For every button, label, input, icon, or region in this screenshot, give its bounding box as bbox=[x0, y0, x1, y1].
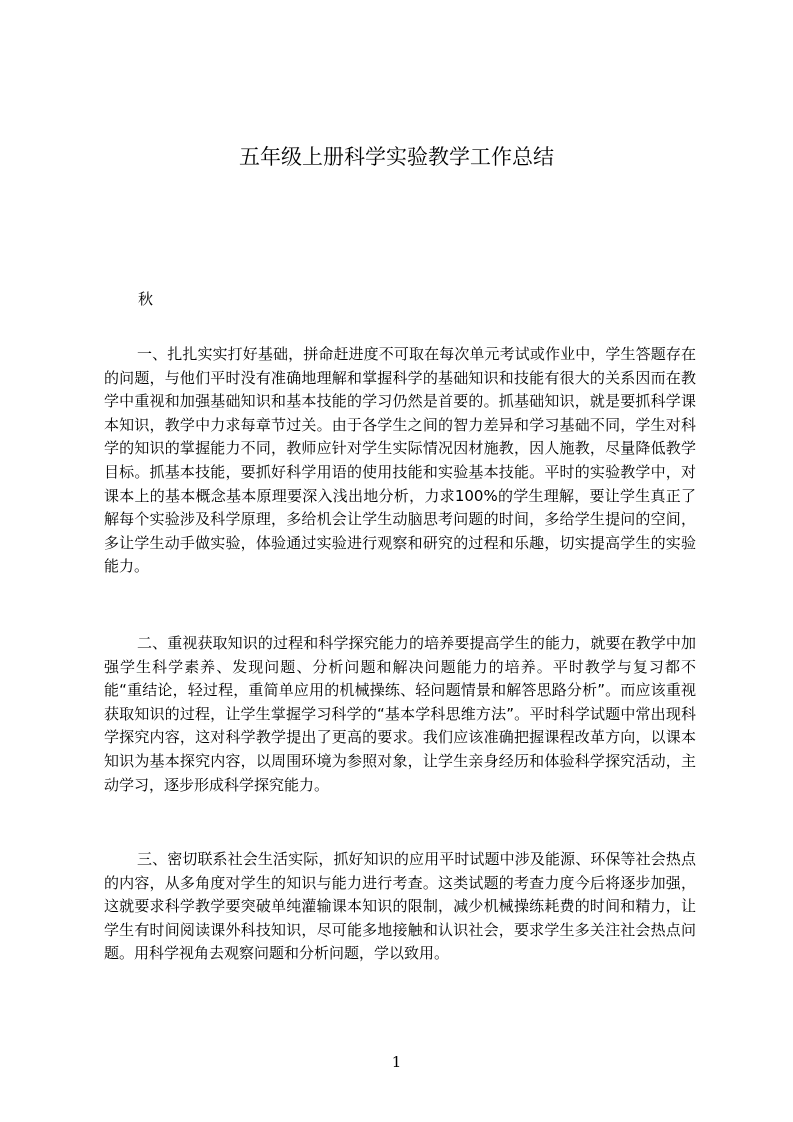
page-number: 1 bbox=[391, 1053, 402, 1071]
season-label: 秋 bbox=[138, 290, 154, 308]
paragraph-1: 一、扎扎实实打好基础，拼命赶进度不可取在每次单元考试或作业中，学生答题存在的问题，与他们平时没有准确地理解和掌握科学的基础知识和技能有很大的关系因而在教学中重视和加强基础知识和基本技能的学习仍然是首要的。抓基础知识，就是要抓科学课本知识，教学中力求每章节过关。由于各学生之间的智力差异和学习基础不同，学生对科学的知识的掌握能力不同，教师应针对学生实际情况因材施教，因人施教，尽量降低教学目标。抓基本技能，要抓好科学用语的使用技能和实验基本技能。平时的实验教学中，对课本上的基本概念基本原理要深入浅出地分析，力求100%的学生理解，要让学生真正了解每个实验涉及科学原理，多给机会让学生动脑思考问题的时间，多给学生提问的空间，多让学生动手做实验，体验通过实验进行观察和研究的过程和乐趣，切实提高学生的实验能力。 bbox=[104, 345, 696, 576]
document-title: 五年级上册科学实验教学工作总结 bbox=[239, 145, 554, 169]
paragraph-2: 二、重视获取知识的过程和科学探究能力的培养要提高学生的能力，就要在教学中加强学生科学素养、发现问题、分析问题和解决问题能力的培养。平时教学与复习都不能“重结论，轻过程，重简单应用的机械操练、轻问题情景和解答思路分析”。而应该重视获取知识的过程，让学生掌握学习科学的“基本学科思维方法”。平时科学试题中常出现科学探究内容，这对科学教学提出了更高的要求。我们应该准确把握课程改革方向，以课本知识为基本探究内容，以周围环境为参照对象，让学生亲身经历和体验科学探究活动，主动学习，逐步形成科学探究能力。 bbox=[104, 634, 696, 794]
paragraph-3: 三、密切联系社会生活实际，抓好知识的应用平时试题中涉及能源、环保等社会热点的内容，从多角度对学生的知识与能力进行考查。这类试题的考查力度今后将逐步加强，这就要求科学教学要突破单纯灌输课本知识的限制，减少机械操练耗费的时间和精力，让学生有时间阅读课外科技知识，尽可能多地接触和认识社会，要求学生多关注社会热点问题。用科学视角去观察问题和分析问题，学以致用。 bbox=[104, 850, 696, 963]
